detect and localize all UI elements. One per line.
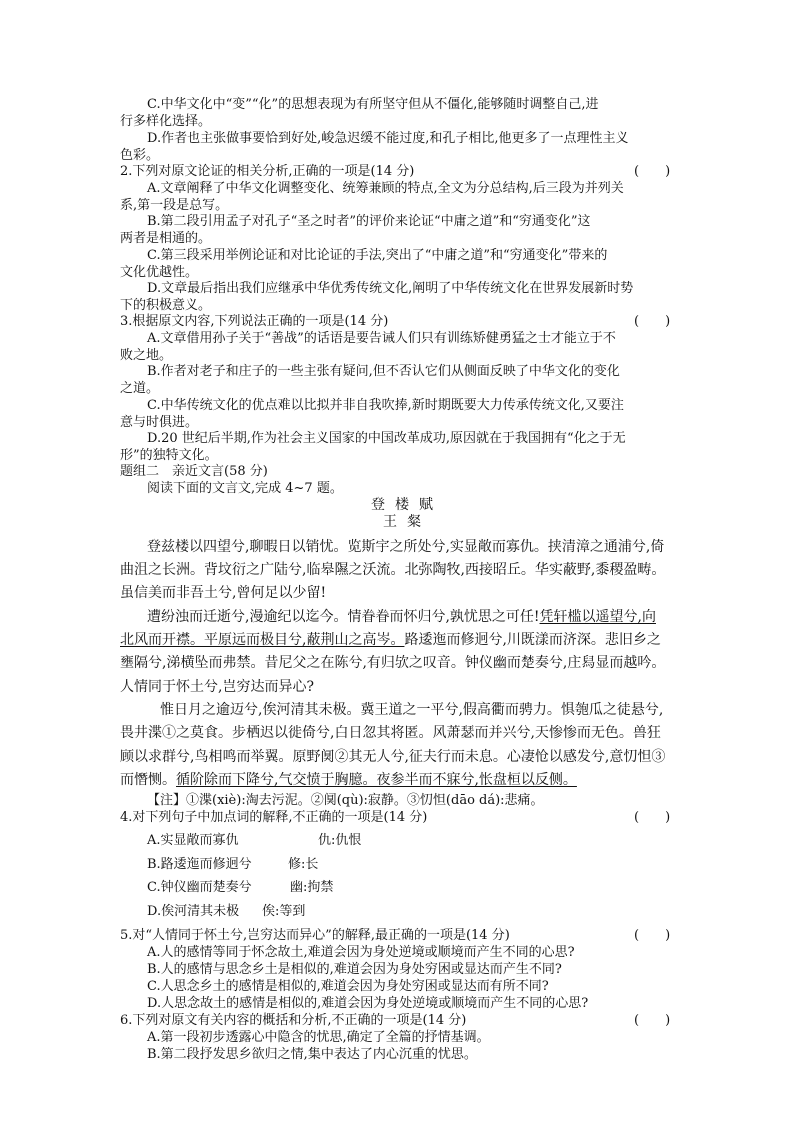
passage-p3-line3: 顾以求群兮,鸟相鸣而举翼。原野阒②其无人兮,征夫行而未息。心凄怆以感发兮,意忉怛③ — [120, 749, 666, 765]
passage-p2-line3: 壅隔兮,涕横坠而弗禁。昔尼父之在陈兮,有归欤之叹音。钟仪幽而楚奏兮,庄舄显而越吟。 — [120, 655, 666, 671]
passage-p2-line2-plain: 路逶迤而修迥兮,川既漾而济深。悲旧乡之 — [404, 632, 661, 648]
q4-option-c-gloss: 幽:拘禁 — [290, 880, 334, 895]
q4-stem: 4.对下列句子中加点词的解释,不正确的一项是(14 分) — [120, 810, 428, 825]
passage-p2-line2-underlined: 北风而开襟。平原远而极目兮,蔽荆山之高岑。 — [120, 632, 405, 648]
q5-option-c: C.人思念乡土的感情是相似的,难道会因为身处穷困或显达而有所不同? — [147, 979, 549, 994]
q4-option-a-gloss: 仇:仇恨 — [318, 833, 362, 848]
q3-option-a-line1: A.文章借用孙子关于“善战”的话语是要告诫人们只有训练矫健勇猛之士才能立于不 — [147, 331, 616, 346]
passage-p2-line1-plain: 遭纷浊而迁逝兮,漫逾纪以迄今。情眷眷而怀归兮,孰忧思之可任! — [147, 609, 540, 625]
poem-title: 登楼赋 — [371, 497, 443, 513]
q6-stem: 6.下列对原文有关内容的概括和分析,不正确的一项是(14 分) — [120, 1013, 467, 1028]
q3-stem: 3.根据原文内容,下列说法正确的一项是(14 分) — [120, 314, 389, 329]
q6-option-a: A.第一段初步透露心中隐含的忧思,确定了全篇的抒情基调。 — [147, 1030, 490, 1045]
q3-option-b-line2: 之道。 — [120, 381, 160, 396]
q2-option-d-line2: 下的积极意义。 — [120, 298, 212, 313]
passage-p2-line1-underlined: 凭轩槛以遥望兮,向 — [539, 609, 656, 625]
passage-p3-line2: 畏井渫①之莫食。步栖迟以徙倚兮,白日忽其将匿。风萧瑟而并兴兮,天惨惨而无色。兽狂 — [120, 725, 661, 741]
q5-answer-blank: ( ) — [634, 928, 671, 943]
q4-option-b-gloss: 修:长 — [288, 857, 319, 872]
q4-option-c-sentence: C.钟仪幽而楚奏兮 — [147, 880, 252, 895]
q3-answer-blank: ( ) — [634, 314, 671, 329]
passage-p1-line2: 曲沮之长洲。背坟衍之广陆兮,临皋隰之沃流。北弥陶牧,西接昭丘。华实蔽野,黍稷盈畴。 — [120, 562, 666, 578]
q2-option-c-line1: C.第三段采用举例论证和对比论证的手法,突出了“中庸之道”和“穷通变化”带来的 — [147, 248, 608, 263]
passage-p2-line4: 人情同于怀土兮,岂穷达而异心? — [120, 679, 314, 695]
q5-option-b: B.人的感情与思念乡土是相似的,难道会因为身处穷困或显达而产生不同? — [147, 962, 562, 977]
q5-option-d: D.人思念故土的感情是相似的,难道会因为身处逆境或顺境而产生不同的心思? — [147, 996, 589, 1011]
q4-option-b-sentence: B.路逶迤而修迥兮 — [147, 857, 252, 872]
q2-option-c-line2: 文化优越性。 — [120, 265, 199, 280]
q4-option-a-sentence: A.实显敞而寡仇 — [147, 833, 239, 848]
q3-option-c-line1: C.中华传统文化的优点难以比拟并非自我吹捧,新时期既要大力传承传统文化,又要注 — [147, 398, 624, 413]
q6-option-b: B.第二段抒发思乡欲归之情,集中表达了内心沉重的忧思。 — [147, 1047, 477, 1062]
passage-p1-line3: 虽信美而非吾土兮,曾何足以少留! — [120, 585, 327, 601]
q3-option-a-line2: 败之地。 — [120, 348, 173, 363]
group2-instruction: 阅读下面的文言文,完成 4~7 题。 — [147, 481, 343, 496]
q1-option-d-line2: 色彩。 — [120, 148, 160, 163]
q5-stem: 5.对“人情同于怀土兮,岂穷达而异心”的解释,最正确的一项是(14 分) — [120, 928, 510, 943]
poem-author: 王粲 — [383, 514, 431, 530]
passage-p3-line4-plain: 而憯恻。 — [120, 772, 176, 788]
passage-note: 【注】①渫(xiè):淘去污泥。②阒(qù):寂静。③忉怛(dāo dá):悲痛。 — [147, 793, 544, 808]
q2-option-b-line2: 两者是相通的。 — [120, 231, 212, 246]
q4-option-d-gloss: 俟:等到 — [262, 904, 306, 919]
q1-option-d-line1: D.作者也主张做事要恰到好处,峻急迟缓不能过度,和孔子相比,他更多了一点理性主义 — [147, 131, 629, 146]
q2-option-a-line1: A.文章阐释了中华文化调整变化、统筹兼顾的特点,全文为分总结构,后三段为并列关 — [147, 181, 624, 196]
q2-option-d-line1: D.文章最后指出我们应继承中华优秀传统文化,阐明了中华传统文化在世界发展新时势 — [147, 281, 634, 296]
q3-option-d-line2: 形”的独特文化。 — [120, 448, 218, 463]
q6-answer-blank: ( ) — [634, 1013, 671, 1028]
q5-option-a: A.人的感情等同于怀念故土,难道会因为身处逆境或顺境而产生不同的心思? — [147, 945, 575, 960]
passage-p2-line2 — [120, 631, 661, 649]
q3-option-c-line2: 意与时俱进。 — [120, 415, 199, 430]
q2-option-a-line2: 系,第一段是总写。 — [120, 198, 229, 213]
q4-option-d-sentence: D.俟河清其未极 — [147, 904, 240, 919]
q3-option-b-line1: B.作者对老子和庄子的一些主张有疑问,但不否认它们从侧面反映了中华文化的变化 — [147, 364, 620, 379]
q2-answer-blank: ( ) — [634, 164, 671, 179]
q3-option-d-line1: D.20 世纪后半期,作为社会主义国家的中国改革成功,原因就在于我国拥有“化之于无 — [147, 431, 626, 446]
passage-p2-line1 — [147, 608, 656, 626]
group2-heading: 题组二 亲近文言(58 分) — [120, 464, 268, 479]
passage-p3-line4 — [120, 771, 577, 789]
passage-p1-line1: 登兹楼以四望兮,聊暇日以销忧。览斯宇之所处兮,实显敞而寡仇。挟清漳之通浦兮,倚 — [147, 539, 665, 555]
q2-option-b-line1: B.第二段引用孟子对孔子“圣之时者”的评价来论证“中庸之道”和“穷通变化”这 — [147, 214, 591, 229]
passage-p3-line1: 惟日月之逾迈兮,俟河清其未极。冀王道之一平兮,假高衢而骋力。惧匏瓜之徒悬兮, — [160, 702, 664, 718]
q1-option-c-line2: 行多样化选择。 — [120, 114, 212, 129]
q1-option-c-line1: C.中华文化中“变”“化”的思想表现为有所坚守但从不僵化,能够随时调整自己,进 — [147, 97, 599, 112]
q2-stem: 2.下列对原文论证的相关分析,正确的一项是(14 分) — [120, 164, 415, 179]
passage-p3-line4-underlined: 循阶除而下降兮,气交愤于胸臆。夜参半而不寐兮,怅盘桓以反侧。 — [176, 772, 577, 788]
q4-answer-blank: ( ) — [634, 810, 671, 825]
